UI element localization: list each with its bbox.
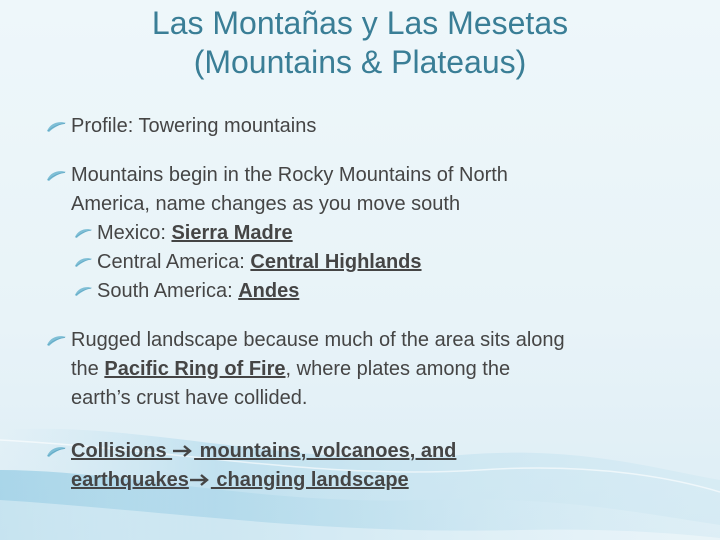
bullet-rugged [44, 326, 684, 413]
leaf-bullet-icon [74, 219, 96, 248]
leaf-bullet-icon [74, 248, 96, 277]
collisions-line-1 [71, 437, 684, 466]
bullet-mountains [44, 161, 684, 219]
rugged-line-1: Rugged landscape because much of the area sits along [71, 329, 565, 351]
rugged-post: , where plates among the [285, 358, 511, 380]
collisions-line-2 [71, 466, 684, 495]
right-arrow-icon [172, 438, 194, 452]
slide-content [44, 112, 684, 495]
title-line-1: Las Montañas y Las Mesetas [151, 5, 569, 41]
leaf-bullet-icon [44, 326, 68, 355]
pacific-ring-of-fire: Pacific Ring of Fire [104, 358, 286, 380]
leaf-bullet-icon [44, 112, 68, 141]
rugged-line-3: earth’s crust have collided. [71, 387, 308, 409]
sub-bullet-south-america [44, 277, 684, 306]
mountains-line-2: America, name changes as you move south [71, 193, 461, 215]
sub-bullet-mexico [44, 219, 684, 248]
title-line-2: (Mountains & Plateaus) [193, 44, 527, 80]
profile-text: Profile: Towering mountains [71, 115, 317, 137]
mexico-value: Sierra Madre [171, 222, 293, 244]
right-arrow-icon [189, 467, 211, 481]
collisions-a: Collisions [71, 440, 173, 462]
slide-title [40, 4, 680, 82]
mountains-line-1: Mountains begin in the Rocky Mountains of North [71, 164, 508, 186]
south-label: South America: [97, 280, 239, 302]
central-value: Central Highlands [250, 251, 422, 273]
rugged-line-2 [71, 355, 684, 384]
leaf-bullet-icon [74, 277, 96, 306]
leaf-bullet-icon [44, 437, 68, 466]
central-label: Central America: [97, 251, 251, 273]
bullet-profile [44, 112, 684, 141]
bullet-collisions [44, 437, 684, 495]
sub-bullet-central-america [44, 248, 684, 277]
collisions-c: earthquakes [71, 469, 189, 491]
rugged-pre: the [71, 358, 105, 380]
collisions-b: mountains, volcanoes, and [194, 440, 457, 462]
south-value: Andes [238, 280, 300, 302]
mexico-label: Mexico: [97, 222, 172, 244]
collisions-d: changing landscape [210, 469, 409, 491]
leaf-bullet-icon [44, 161, 68, 190]
